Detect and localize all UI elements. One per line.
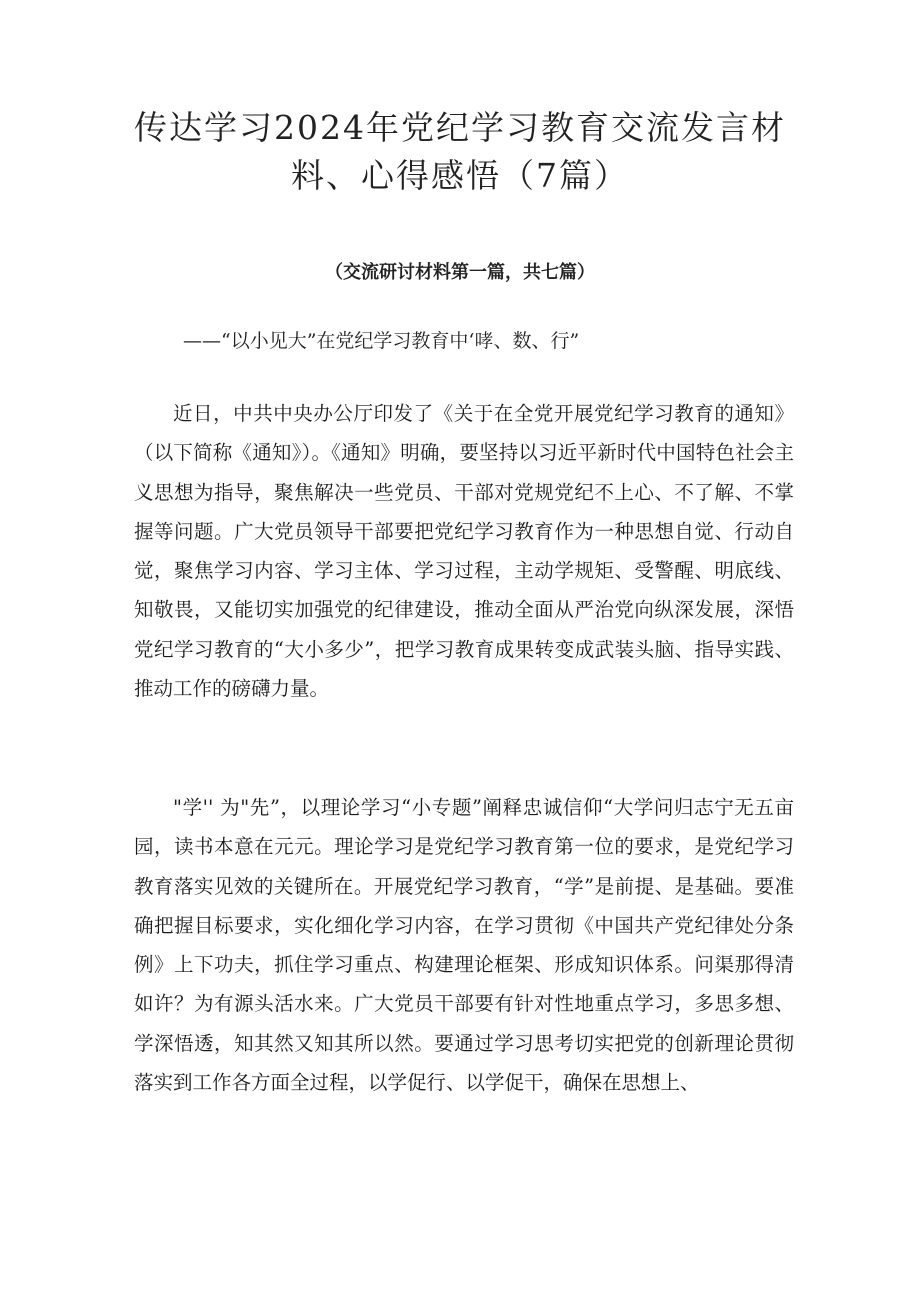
section-subtitle: （交流研讨材料第一篇，共七篇） bbox=[325, 262, 595, 283]
document-title-line-2: 料、心得感悟（7篇） bbox=[291, 156, 629, 195]
body-paragraph-2: "学'' 为"先”，以理论学习“小专题”阐释忠诚信仰“大学问归志宁无五亩园，读书本意在元元。理论学习是党纪学习教育第一位的要求，是党纪学习教育落实见效的关键所在。开展党纪学习教育，“学”是前提、是基础。要准确把握目标要求，实化细化学习内容，在学习贯彻《中国共产党纪律处分条例》上下功夫，抓住学习重点、构建理论框架、形成知识体系。问渠那得清如许？为有源头活水来。广大党员干部要有针对性地重点学习，多思多想、学深悟透，知其然又知其所以然。要通过学习思考切实把党的创新理论贯彻落实到工作各方面全过程，以学促行、以学促干，确保在思想上、 bbox=[134, 796, 794, 1095]
document-title-line-1: 传达学习2024年党纪学习教育交流发言材 bbox=[134, 108, 786, 147]
section-heading: ——“以小见大”在党纪学习教育中‘哮、数、行” bbox=[183, 330, 580, 352]
body-paragraph-1: 近日，中共中央办公厅印发了《关于在全党开展党纪学习教育的通知》（以下简称《通知》）。《通知》明确，要坚持以习近平新时代中国特色社会主义思想为指导，聚焦解决一些党员、干部对党规党纪不上心、不了解、不掌握等问题。广大党员领导干部要把党纪学习教育作为一种思想自觉、行动自觉，聚焦学习内容、学习主体、学习过程，主动学规矩、受警醒、明底线、知敬畏，又能切实加强党的纪律建设，推动全面从严治党向纵深发展，深悟党纪学习教育的“大小多少”，把学习教育成果转变成武装头脑、指导实践、推动工作的磅礴力量。 bbox=[134, 402, 794, 701]
